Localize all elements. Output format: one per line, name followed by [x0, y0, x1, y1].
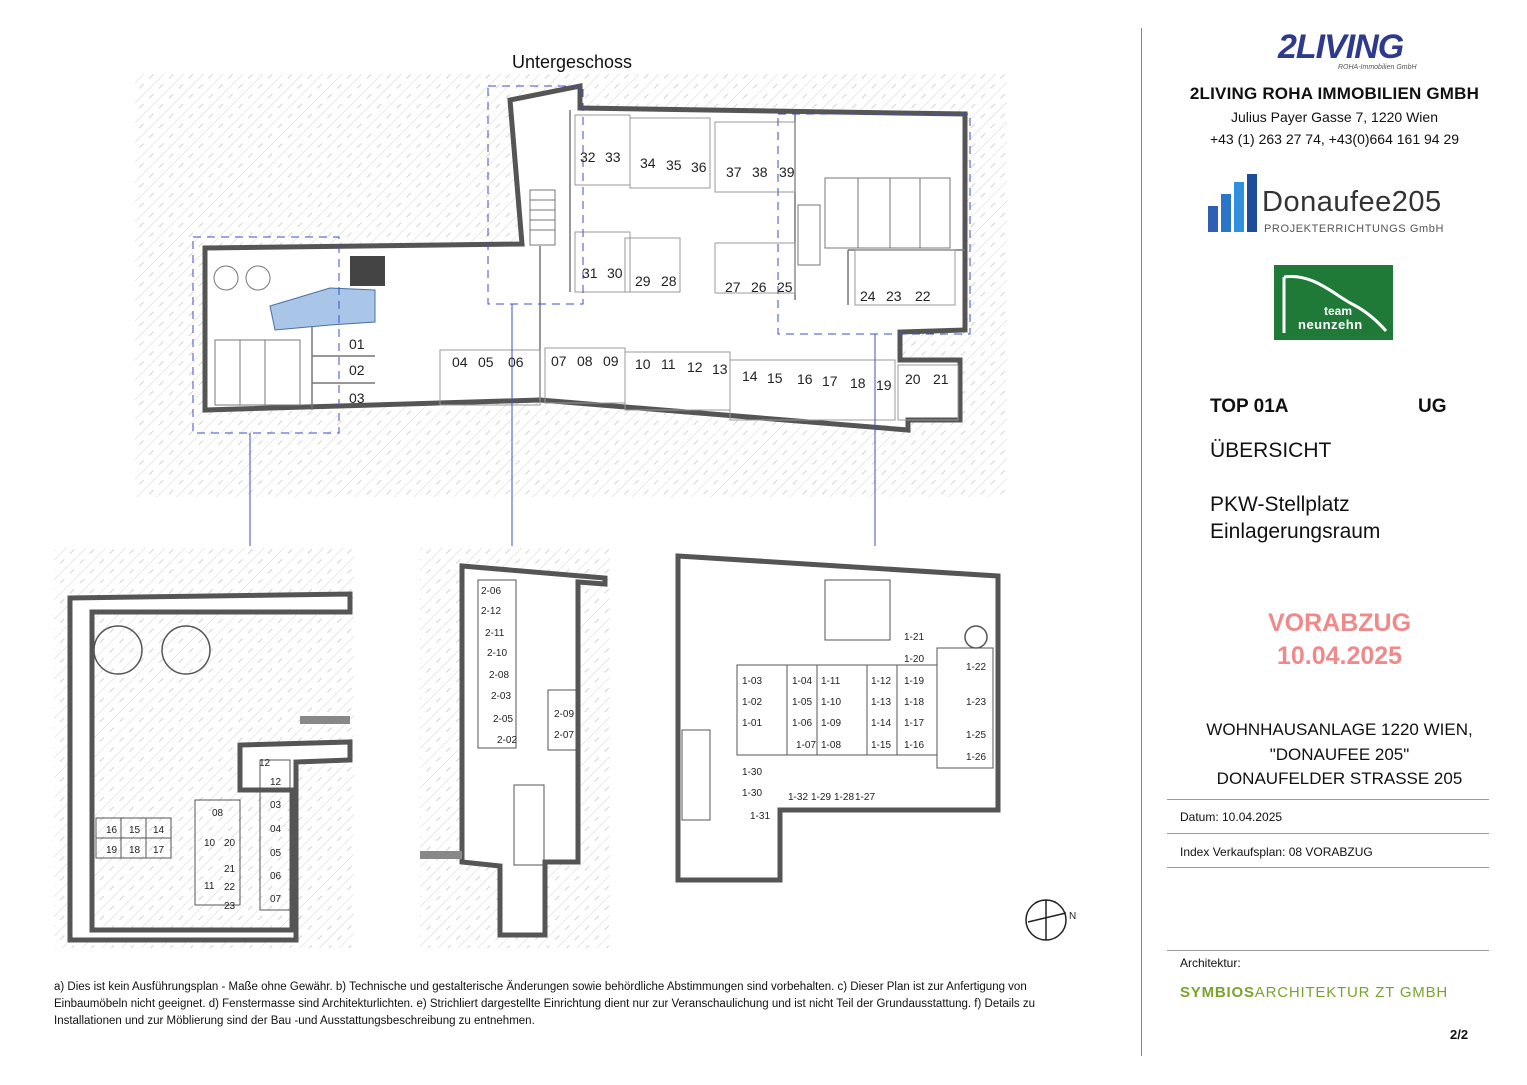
- storage-room-label: 1-01: [742, 718, 763, 729]
- storage-room-label: 2-11: [485, 628, 505, 639]
- storage-room-label: 19: [106, 845, 118, 856]
- title-block: [1142, 0, 1527, 1080]
- parking-space-label: 12: [687, 359, 703, 375]
- plan-title: Untergeschoss: [512, 52, 633, 72]
- parking-space-label: 13: [712, 361, 728, 377]
- storage-room-label: 1-21: [904, 632, 925, 643]
- team-neunzehn-logo: [1274, 265, 1393, 340]
- storage-room-label: 1-04: [792, 676, 813, 687]
- storage-room-label: 17: [153, 845, 165, 856]
- project-line-2: "DONAUFEE 205": [1269, 745, 1410, 764]
- parking-space-label: 28: [661, 273, 677, 289]
- storage-room-label: 1-23: [966, 697, 987, 708]
- storage-room-label: 05: [270, 848, 282, 859]
- storage-room-label: 1-17: [904, 718, 925, 729]
- donaufee-logo-sub: PROJEKTERRICHTUNGS GmbH: [1264, 223, 1445, 235]
- storage-room-label: 1-07: [796, 740, 817, 751]
- storage-room-label: 16: [106, 825, 118, 836]
- divider-line: [1167, 799, 1489, 800]
- storage-room-label: 1-12: [871, 676, 892, 687]
- storage-room-label: 1-32: [788, 792, 809, 803]
- storage-room-label: 1-30: [742, 767, 763, 778]
- storage-room-label: 22: [224, 882, 236, 893]
- storage-room-label: 1-06: [792, 718, 813, 729]
- storage-room-label: 08: [212, 808, 224, 819]
- parking-space-label: 06: [508, 354, 524, 370]
- storage-room-label: 1-20: [904, 654, 925, 665]
- storage-room-label: 1-05: [792, 697, 813, 708]
- parking-space-label: 10: [635, 356, 651, 372]
- draft-date: 10.04.2025: [1276, 642, 1403, 670]
- team-logo-line2: neunzehn: [1298, 317, 1363, 332]
- parking-space-label: 07: [551, 353, 567, 369]
- parking-space-label: 33: [605, 149, 621, 165]
- date-line: Datum: 10.04.2025: [1180, 810, 1283, 824]
- 2living-logo-sub: ROHA-Immobilien GmbH: [1338, 64, 1417, 71]
- company-name: 2LIVING ROHA IMMOBILIEN GMBH: [1189, 84, 1480, 103]
- parking-space-label: 05: [478, 354, 494, 370]
- storage-room-label: 1-11: [821, 676, 841, 687]
- architect-logo: [1180, 984, 1448, 1001]
- parking-space-label: 15: [767, 370, 783, 386]
- core-block: [350, 256, 385, 286]
- storage-room-label: 1-25: [966, 730, 987, 741]
- parking-space-label: 01: [349, 336, 365, 352]
- storage-room-label: 20: [224, 838, 236, 849]
- project-line-3: DONAUFELDER STRASSE 205: [1216, 769, 1463, 788]
- parking-space-label: 38: [752, 164, 768, 180]
- storage-room-label: 1-28: [834, 792, 855, 803]
- parking-space-label: 32: [580, 149, 596, 165]
- sheet-number: 2/2: [1450, 1027, 1469, 1042]
- parking-space-label: 19: [876, 377, 892, 393]
- parking-space-label: 23: [886, 288, 902, 304]
- storage-room-label: 1-26: [966, 752, 987, 763]
- storage-room-label: 1-15: [871, 740, 892, 751]
- storage-room-label: 04: [270, 824, 282, 835]
- parking-space-label: 37: [726, 164, 742, 180]
- donaufee-logo-icon: [1206, 172, 1260, 236]
- storage-room-label: 1-31: [750, 811, 771, 822]
- parking-space-label: 09: [603, 353, 619, 369]
- north-arrow: [1026, 900, 1066, 940]
- storage-room-label: 2-12: [481, 606, 502, 617]
- divider-line: [1167, 833, 1489, 834]
- draft-label: VORABZUG: [1267, 609, 1412, 637]
- storage-room-label: 10: [204, 838, 216, 849]
- storage-room-label: 1-18: [904, 697, 925, 708]
- storage-room-label: 2-03: [491, 691, 512, 702]
- parking-space-label: 36: [691, 159, 707, 175]
- storage-room-label: 12: [270, 777, 282, 788]
- storage-room-label: 1-14: [871, 718, 892, 729]
- parking-space-label: 30: [607, 265, 623, 281]
- parking-space-label: 39: [779, 164, 795, 180]
- storage-room-label: 2-06: [481, 586, 502, 597]
- parking-space-label: 25: [777, 279, 793, 295]
- storage-room-label: 1-03: [742, 676, 763, 687]
- company-address: Julius Payer Gasse 7, 1220 Wien: [1231, 109, 1438, 125]
- storage-room-label: 21: [224, 864, 236, 875]
- parking-space-label: 24: [860, 288, 876, 304]
- project-line-1: WOHNHAUSANLAGE 1220 WIEN,: [1206, 720, 1473, 739]
- storage-room-label: 2-02: [497, 735, 518, 746]
- storage-room-label: 1-02: [742, 697, 763, 708]
- storage-room-label: 2-07: [554, 730, 575, 741]
- storage-room-label: 11: [204, 881, 215, 892]
- storage-room-label: 14: [153, 825, 165, 836]
- storage-room-label: 1-22: [966, 662, 987, 673]
- storage-room-label: 1-08: [821, 740, 842, 751]
- storage-room-label: 18: [129, 845, 141, 856]
- architect-logo-bold: SYMBIOS: [1180, 984, 1255, 1001]
- parking-space-label: 03: [349, 390, 365, 406]
- index-line: Index Verkaufsplan: 08 VORABZUG: [1180, 845, 1373, 859]
- parking-space-label: 21: [933, 371, 949, 387]
- overview-label: ÜBERSICHT: [1210, 439, 1332, 462]
- parking-space-label: 17: [822, 373, 838, 389]
- parking-space-label: 20: [905, 371, 921, 387]
- unit-level-label: UG: [1418, 396, 1447, 417]
- storage-room-label: 12: [259, 758, 271, 769]
- storage-room-label: 23: [224, 901, 236, 912]
- storage-room-label: 1-16: [904, 740, 925, 751]
- parking-space-label: 02: [349, 362, 365, 378]
- usage-parking-label: PKW-Stellplatz: [1210, 493, 1350, 516]
- storage-room-label: 15: [129, 825, 141, 836]
- architect-logo-rest: ARCHITEKTUR ZT GMBH: [1254, 984, 1449, 1001]
- 2living-logo-mark: 2LIVING: [1278, 28, 1404, 66]
- north-label: N: [1069, 911, 1077, 922]
- 2living-logo: [1278, 28, 1418, 74]
- parking-space-label: 22: [915, 288, 931, 304]
- parking-space-label: 35: [666, 157, 682, 173]
- architect-label: Architektur:: [1180, 956, 1241, 970]
- storage-room-label: 1-30: [742, 788, 763, 799]
- divider-line: [1167, 867, 1489, 868]
- usage-storage-label: Einlagerungsraum: [1210, 520, 1381, 543]
- parking-space-label: 16: [797, 371, 813, 387]
- storage-room-label: 06: [270, 871, 282, 882]
- donaufee-logo: [1206, 170, 1476, 240]
- parking-space-label: 04: [452, 354, 468, 370]
- parking-space-label: 11: [661, 356, 676, 372]
- storage-room-label: 1-09: [821, 718, 842, 729]
- storage-room-label: 2-10: [487, 648, 508, 659]
- parking-space-label: 18: [850, 375, 866, 391]
- storage-room-label: 2-08: [489, 670, 510, 681]
- storage-room-label: 1-27: [855, 792, 876, 803]
- parking-space-label: 26: [751, 279, 767, 295]
- storage-room-label: 03: [270, 800, 282, 811]
- disclaimer-text: a) Dies ist kein Ausführungsplan - Maße ohne Gewähr. b) Technische und gestalterische Änderungen sowie behördliche Abstimmungen sind vorbehalten. c) Dieser Plan ist zur Anfertigung von Einbaumöbeln nicht geeignet. d) Fenstermasse sind Architekturlichten. e) Strichliert dargestellte Einrichtung dient nur zur Veranschaulichung und ist nicht Teil der Grundausstattung. f) Details zu Installationen und zur Möblierung sind der Bau -und Ausstattungsbeschreibung zu entnehmen.: [54, 981, 1036, 1027]
- parking-space-label: 29: [635, 273, 651, 289]
- storage-room-label: 2-09: [554, 709, 575, 720]
- company-phone: +43 (1) 263 27 74, +43(0)664 161 94 29: [1209, 131, 1460, 147]
- parking-space-label: 08: [577, 353, 593, 369]
- team-logo-line1: team: [1324, 304, 1353, 318]
- parking-space-label: 14: [742, 368, 758, 384]
- unit-top-label: TOP 01A: [1210, 396, 1289, 417]
- donaufee-logo-name: Donaufee205: [1262, 186, 1442, 218]
- storage-room-label: 1-29: [811, 792, 832, 803]
- storage-room-label: 1-13: [871, 697, 892, 708]
- storage-room-label: 1-19: [904, 676, 925, 687]
- divider-line: [1167, 950, 1489, 951]
- storage-room-label: 1-10: [821, 697, 842, 708]
- parking-space-label: 31: [582, 265, 598, 281]
- parking-space-label: 27: [725, 279, 741, 295]
- storage-room-label: 07: [270, 894, 282, 905]
- storage-room-label: 2-05: [493, 714, 514, 725]
- parking-space-label: 34: [640, 155, 656, 171]
